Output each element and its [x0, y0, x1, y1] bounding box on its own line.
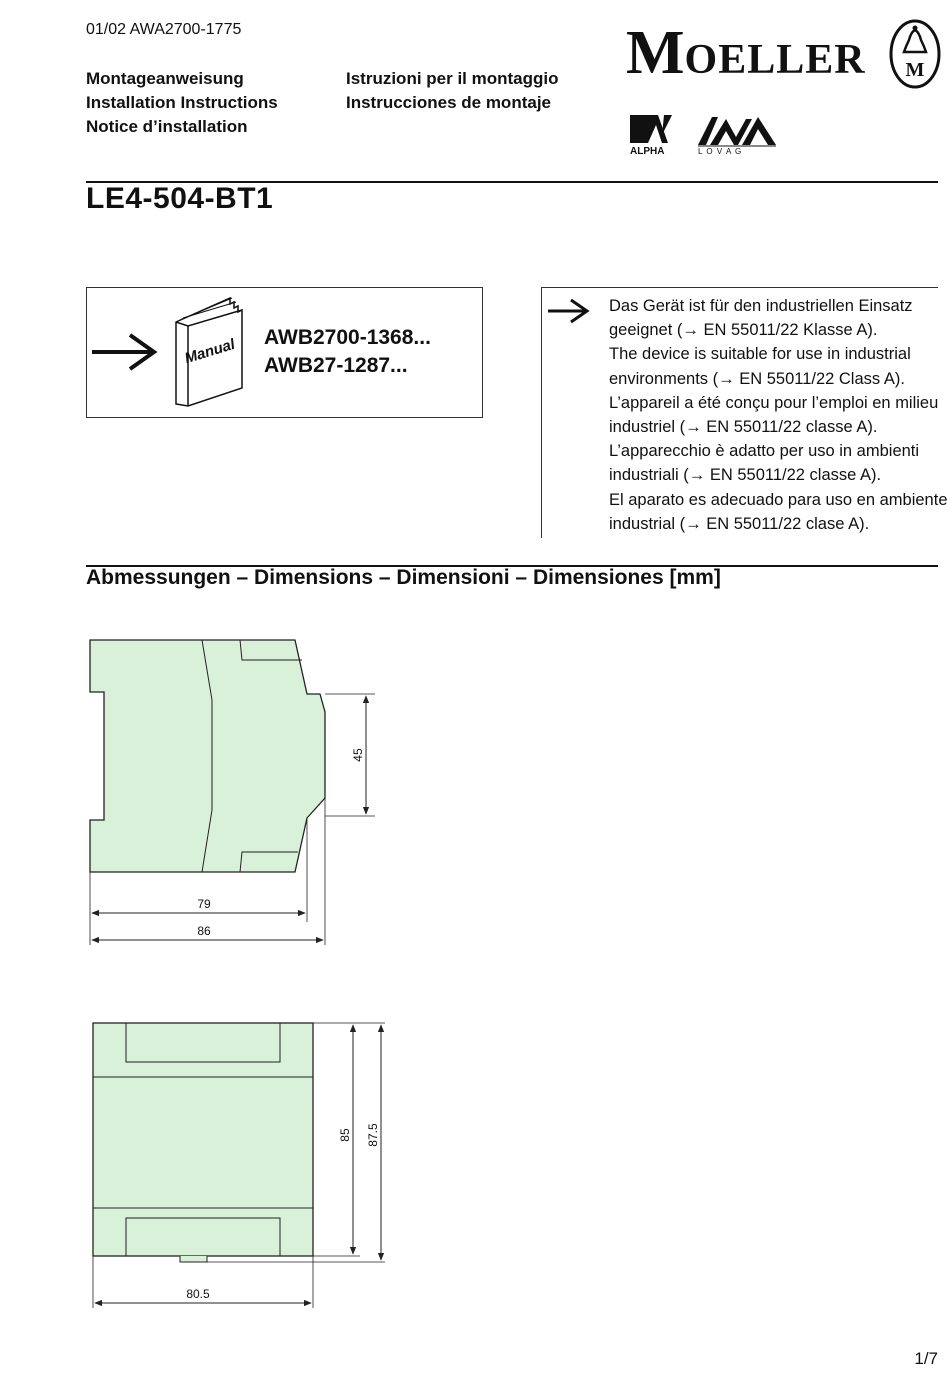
manual-ref-2: AWB27-1287... [264, 354, 408, 377]
dim-depth-86: 86 [197, 924, 211, 938]
page-number: 1/7 [914, 1349, 938, 1368]
emc-line: El aparato es adecuado para uso en ambiente [609, 490, 948, 509]
instruction-title-de: Montageanweisung [86, 69, 244, 88]
instruction-title-es: Instrucciones de montaje [346, 93, 551, 112]
emc-notice [609, 294, 948, 536]
instructions-right [346, 67, 559, 115]
notice-top-border [541, 287, 938, 288]
dimensions-heading: Abmessungen – Dimensions – Dimensioni – Dimensiones [mm] [86, 566, 721, 589]
emc-line: industriel (→ EN 55011/22 classe A). [609, 418, 878, 437]
document-id: 01/02 AWA2700-1775 [86, 21, 242, 38]
arrow-right-icon [90, 332, 160, 372]
moeller-logo [626, 19, 866, 87]
moeller-emblem-icon [888, 18, 942, 90]
logo-rest: OELLER [684, 37, 866, 83]
manual-references [264, 324, 431, 380]
emc-line: The device is suitable for use in industrial [609, 345, 911, 364]
side-view-drawing [80, 630, 380, 950]
emc-line: L’appareil a été conçu pour l’emploi en milieu [609, 393, 939, 412]
model-number: LE4-504-BT1 [86, 182, 274, 215]
emc-line: industrial (→ EN 55011/22 clase A). [609, 514, 870, 533]
instruction-title-en: Installation Instructions [86, 93, 278, 112]
dim-height-87-5: 87.5 [366, 1123, 380, 1147]
dim-height-45: 45 [351, 748, 365, 762]
notice-left-border [541, 287, 542, 538]
emc-line: L’apparecchio è adatto per uso in ambienti [609, 442, 920, 461]
lovag-label: L O V A G [698, 147, 743, 156]
dim-height-85: 85 [338, 1128, 352, 1142]
manual-ref-1: AWB2700-1368... [264, 326, 431, 349]
instruction-title-fr: Notice d’installation [86, 117, 248, 136]
logo-initial: M [626, 19, 685, 87]
emc-line: geeignet (→ EN 55011/22 Klasse A). [609, 321, 878, 340]
instructions-left [86, 67, 278, 139]
instruction-title-it: Istruzioni per il montaggio [346, 69, 559, 88]
emblem-letter: M [905, 59, 925, 81]
arrow-right-icon [547, 298, 591, 324]
lovag-logo-icon [696, 113, 778, 147]
alpha-label: ALPHA [630, 146, 665, 157]
emc-line: industriali (→ EN 55011/22 classe A). [609, 466, 882, 485]
dim-width-80-5: 80.5 [186, 1287, 210, 1301]
front-view-drawing [80, 1015, 400, 1320]
din-rail-clip [180, 1256, 207, 1262]
emc-line: Das Gerät ist für den industriellen Einsatz [609, 297, 913, 315]
manual-cover-label: Manual [182, 335, 238, 368]
emc-line: environments (→ EN 55011/22 Class A). [609, 369, 905, 388]
dim-depth-79: 79 [197, 897, 211, 911]
manual-book-icon [170, 292, 248, 412]
